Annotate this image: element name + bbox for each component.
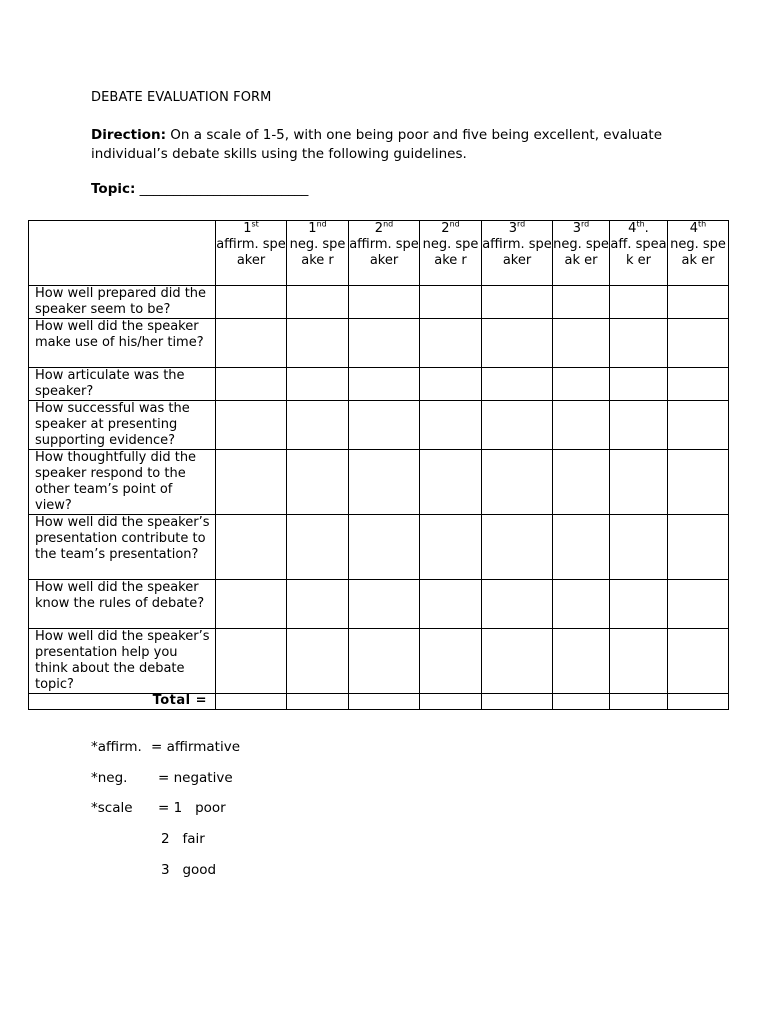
topic-label: Topic:	[91, 181, 136, 197]
criterion-row	[29, 401, 729, 450]
score-cell[interactable]	[668, 286, 729, 319]
score-cell[interactable]	[420, 450, 482, 515]
total-label: Total =	[29, 694, 216, 710]
score-cell[interactable]	[349, 401, 420, 450]
total-row	[29, 694, 729, 710]
column-ordinal: 4	[628, 221, 637, 236]
score-cell[interactable]	[553, 629, 610, 694]
column-label: neg. speak er	[553, 237, 609, 268]
topic-line[interactable]	[91, 181, 308, 197]
header-blank-cell	[29, 221, 216, 286]
score-cell[interactable]	[668, 319, 729, 368]
criterion-question: How well did the speaker’s presentation help you think about the debate topic?	[29, 629, 216, 694]
column-ordinal: 3	[572, 221, 582, 236]
score-cell[interactable]	[553, 580, 610, 629]
column-header	[482, 221, 553, 286]
score-cell[interactable]	[216, 319, 287, 368]
column-ordinal: 1	[308, 221, 317, 236]
score-cell[interactable]	[553, 368, 610, 401]
score-cell[interactable]	[482, 450, 553, 515]
score-cell[interactable]	[553, 319, 610, 368]
legend-scale-3: 3 good	[161, 862, 217, 878]
score-cell[interactable]	[420, 286, 482, 319]
score-cell[interactable]	[610, 515, 668, 580]
score-cell[interactable]	[668, 515, 729, 580]
criterion-question: How articulate was the speaker?	[29, 368, 216, 401]
column-ordinal: 2	[374, 221, 384, 236]
direction-text: On a scale of 1-5, with one being poor and five being excellent, evaluate individual’s debate skills using the following guidelines.	[91, 127, 663, 162]
score-cell[interactable]	[668, 368, 729, 401]
score-cell[interactable]	[668, 450, 729, 515]
column-header	[420, 221, 482, 286]
score-cell[interactable]	[349, 450, 420, 515]
column-ordinal: 2	[441, 221, 450, 236]
criterion-question: How well did the speaker make use of his/her time?	[29, 319, 216, 368]
score-cell[interactable]	[287, 319, 349, 368]
column-label: neg. speake r	[422, 237, 479, 268]
column-ordinal: 4	[689, 221, 699, 236]
score-cell[interactable]	[287, 629, 349, 694]
column-header	[668, 221, 729, 286]
legend-affirm-key: *affirm.	[91, 739, 142, 755]
score-cell[interactable]	[420, 368, 482, 401]
column-ordinal-suffix: nd	[449, 219, 460, 229]
criterion-row	[29, 629, 729, 694]
criterion-row	[29, 368, 729, 401]
legend-scale-2: 2 fair	[161, 831, 205, 847]
score-cell[interactable]	[216, 580, 287, 629]
score-cell[interactable]	[287, 286, 349, 319]
score-cell[interactable]	[553, 286, 610, 319]
score-cell[interactable]	[216, 286, 287, 319]
legend-scale-1: = 1 poor	[158, 800, 226, 816]
score-cell[interactable]	[420, 629, 482, 694]
total-cell[interactable]	[482, 694, 553, 710]
score-cell[interactable]	[553, 515, 610, 580]
total-cell[interactable]	[287, 694, 349, 710]
column-label: affirm. speaker	[216, 237, 286, 268]
total-cell[interactable]	[553, 694, 610, 710]
column-ordinal-suffix: th	[698, 219, 707, 229]
column-header	[610, 221, 668, 286]
criterion-row	[29, 319, 729, 368]
score-cell[interactable]	[420, 319, 482, 368]
criterion-question: How well did the speaker’s presentation contribute to the team’s presentation?	[29, 515, 216, 580]
score-cell[interactable]	[610, 368, 668, 401]
score-cell[interactable]	[610, 286, 668, 319]
score-cell[interactable]	[482, 629, 553, 694]
column-header	[349, 221, 420, 286]
score-cell[interactable]	[420, 401, 482, 450]
score-cell[interactable]	[216, 515, 287, 580]
score-cell[interactable]	[553, 450, 610, 515]
column-label: neg. speake r	[289, 237, 346, 268]
score-cell[interactable]	[610, 319, 668, 368]
score-cell[interactable]	[349, 319, 420, 368]
criterion-row	[29, 450, 729, 515]
score-cell[interactable]	[420, 580, 482, 629]
score-cell[interactable]	[420, 515, 482, 580]
score-cell[interactable]	[287, 368, 349, 401]
column-ordinal-suffix: nd	[316, 219, 327, 229]
evaluation-table	[28, 220, 729, 710]
score-cell[interactable]	[553, 401, 610, 450]
score-cell[interactable]	[216, 401, 287, 450]
score-cell[interactable]	[216, 368, 287, 401]
score-cell[interactable]	[610, 401, 668, 450]
column-label: affirm. speaker	[349, 237, 419, 268]
score-cell[interactable]	[668, 580, 729, 629]
score-cell[interactable]	[610, 580, 668, 629]
column-label: aff. speak er	[610, 237, 667, 268]
total-cell[interactable]	[420, 694, 482, 710]
column-ordinal-suffix: nd	[383, 219, 394, 229]
legend-affirm-value: = affirmative	[151, 739, 241, 755]
criterion-question: How thoughtfully did the speaker respond to the other team’s point of view?	[29, 450, 216, 515]
score-cell[interactable]	[287, 515, 349, 580]
score-cell[interactable]	[482, 368, 553, 401]
column-ordinal-suffix: st	[251, 219, 259, 229]
score-cell[interactable]	[287, 401, 349, 450]
legend-scale	[91, 800, 226, 816]
column-label: neg. speak er	[670, 237, 726, 268]
score-cell[interactable]	[482, 319, 553, 368]
score-cell[interactable]	[349, 368, 420, 401]
score-cell[interactable]	[668, 629, 729, 694]
score-cell[interactable]	[482, 515, 553, 580]
column-header	[287, 221, 349, 286]
criterion-row	[29, 515, 729, 580]
score-cell[interactable]	[349, 629, 420, 694]
column-header	[216, 221, 287, 286]
score-cell[interactable]	[287, 580, 349, 629]
score-cell[interactable]	[349, 515, 420, 580]
score-cell[interactable]	[610, 450, 668, 515]
score-cell[interactable]	[216, 629, 287, 694]
legend-affirm	[91, 739, 240, 755]
criterion-question: How successful was the speaker at presenting supporting evidence?	[29, 401, 216, 450]
score-cell[interactable]	[482, 286, 553, 319]
score-cell[interactable]	[482, 401, 553, 450]
column-ordinal-suffix: rd	[581, 219, 590, 229]
criterion-row	[29, 286, 729, 319]
score-cell[interactable]	[482, 580, 553, 629]
direction-paragraph	[91, 126, 691, 164]
legend-neg-value: = negative	[158, 770, 233, 786]
legend-scale-key: *scale	[91, 800, 133, 816]
total-cell[interactable]	[610, 694, 668, 710]
column-ordinal-suffix: th	[636, 219, 645, 229]
column-ordinal-punct: .	[644, 221, 649, 236]
total-cell[interactable]	[216, 694, 287, 710]
score-cell[interactable]	[668, 401, 729, 450]
criterion-row	[29, 580, 729, 629]
column-header	[553, 221, 610, 286]
total-cell[interactable]	[349, 694, 420, 710]
score-cell[interactable]	[349, 580, 420, 629]
legend-neg	[91, 770, 233, 786]
topic-blank[interactable]: _________________________	[135, 181, 309, 197]
score-cell[interactable]	[349, 286, 420, 319]
column-ordinal-suffix: rd	[517, 219, 526, 229]
form-title: DEBATE EVALUATION FORM	[91, 90, 272, 105]
column-label: affirm. speaker	[482, 237, 552, 268]
header-row	[29, 221, 729, 286]
total-cell[interactable]	[668, 694, 729, 710]
criterion-question: How well did the speaker know the rules of debate?	[29, 580, 216, 629]
column-ordinal: 3	[508, 221, 518, 236]
score-cell[interactable]	[216, 450, 287, 515]
criterion-question: How well prepared did the speaker seem to be?	[29, 286, 216, 319]
score-cell[interactable]	[287, 450, 349, 515]
legend-neg-key: *neg.	[91, 770, 128, 786]
column-ordinal: 1	[243, 221, 252, 236]
direction-label: Direction:	[91, 127, 167, 143]
score-cell[interactable]	[610, 629, 668, 694]
